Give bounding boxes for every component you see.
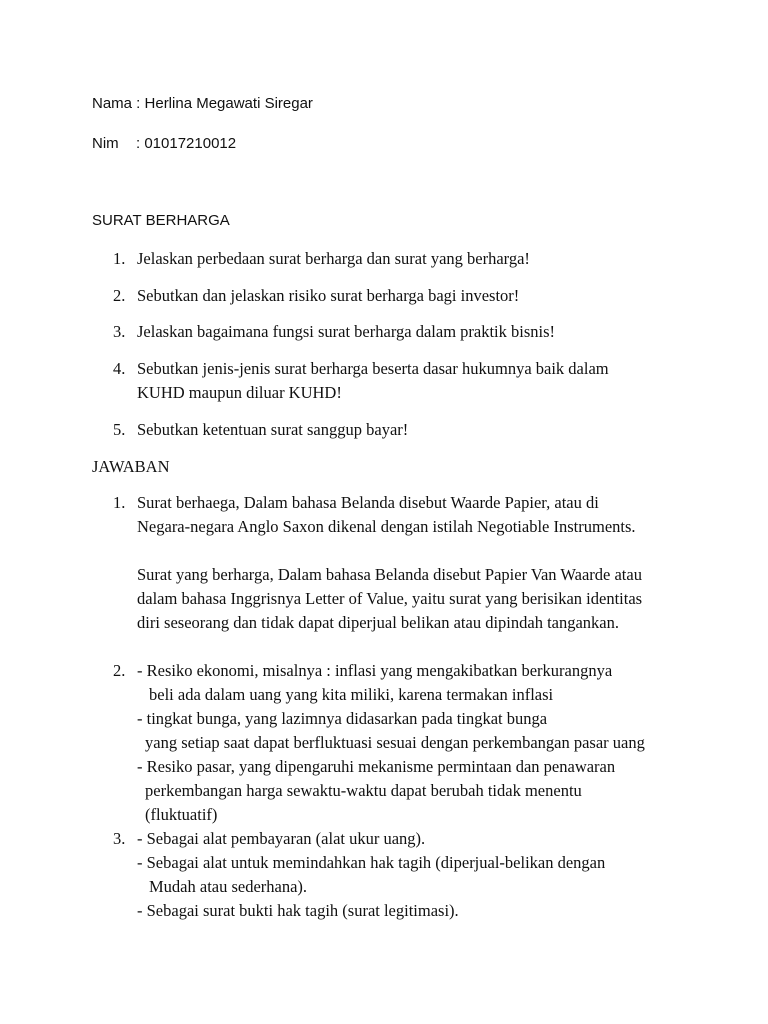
item-number: 5.: [113, 420, 126, 439]
answer-text: yang setiap saat dapat berfluktuasi sesuai dengan perkembangan pasar uang: [145, 733, 645, 752]
item-number: 1.: [113, 493, 126, 512]
nim-label: Nim: [92, 135, 119, 152]
answer-text: Surat berhaega, Dalam bahasa Belanda disebut Waarde Papier, atau di: [137, 493, 599, 512]
answer-text: - Sebagai alat pembayaran (alat ukur uang).: [137, 829, 426, 848]
answer-text: beli ada dalam uang yang kita miliki, karena termakan inflasi: [149, 685, 554, 704]
item-number: 2.: [113, 661, 126, 680]
answer-text: diri seseorang dan tidak dapat diperjual belikan atau dipindah tangankan.: [137, 613, 620, 632]
nim-value: : 01017210012: [136, 135, 237, 152]
answer-text: - Resiko pasar, yang dipengaruhi mekanisme permintaan dan penawaran: [137, 757, 616, 776]
answer-text: (fluktuatif): [145, 805, 218, 824]
answer-text: - Resiko ekonomi, misalnya : inflasi yang mengakibatkan berkurangnya: [137, 661, 613, 680]
answer-text: - Sebagai alat untuk memindahkan hak tagih (diperjual-belikan dengan: [137, 853, 606, 872]
answer-text: Surat yang berharga, Dalam bahasa Belanda disebut Papier Van Waarde atau: [137, 565, 642, 584]
question-text: Jelaskan perbedaan surat berharga dan surat yang berharga!: [137, 249, 530, 268]
student-name: Nama : Herlina Megawati Siregar: [92, 95, 313, 112]
question-text: Jelaskan bagaimana fungsi surat berharga dalam praktik bisnis!: [137, 322, 556, 341]
question-text: KUHD maupun diluar KUHD!: [137, 383, 342, 402]
item-number: 4.: [113, 359, 126, 378]
question-text: Sebutkan dan jelaskan risiko surat berharga bagi investor!: [137, 286, 520, 305]
answers-title: JAWABAN: [92, 457, 170, 476]
question-text: Sebutkan jenis-jenis surat berharga beserta dasar hukumnya baik dalam: [137, 359, 609, 378]
answer-text: - tingkat bunga, yang lazimnya didasarkan pada tingkat bunga: [137, 709, 548, 728]
answer-text: dalam bahasa Inggrisnya Letter of Value, yaitu surat yang berisikan identitas: [137, 589, 643, 608]
answer-text: Mudah atau sederhana).: [149, 877, 308, 896]
item-number: 3.: [113, 829, 126, 848]
item-number: 3.: [113, 322, 126, 341]
answer-text: - Sebagai surat bukti hak tagih (surat legitimasi).: [137, 901, 459, 920]
answer-text: Negara-negara Anglo Saxon dikenal dengan istilah Negotiable Instruments.: [137, 517, 636, 536]
item-number: 2.: [113, 286, 126, 305]
item-number: 1.: [113, 249, 126, 268]
question-text: Sebutkan ketentuan surat sanggup bayar!: [137, 420, 409, 439]
section-title: SURAT BERHARGA: [92, 212, 230, 229]
answer-text: perkembangan harga sewaktu-waktu dapat berubah tidak menentu: [145, 781, 582, 800]
